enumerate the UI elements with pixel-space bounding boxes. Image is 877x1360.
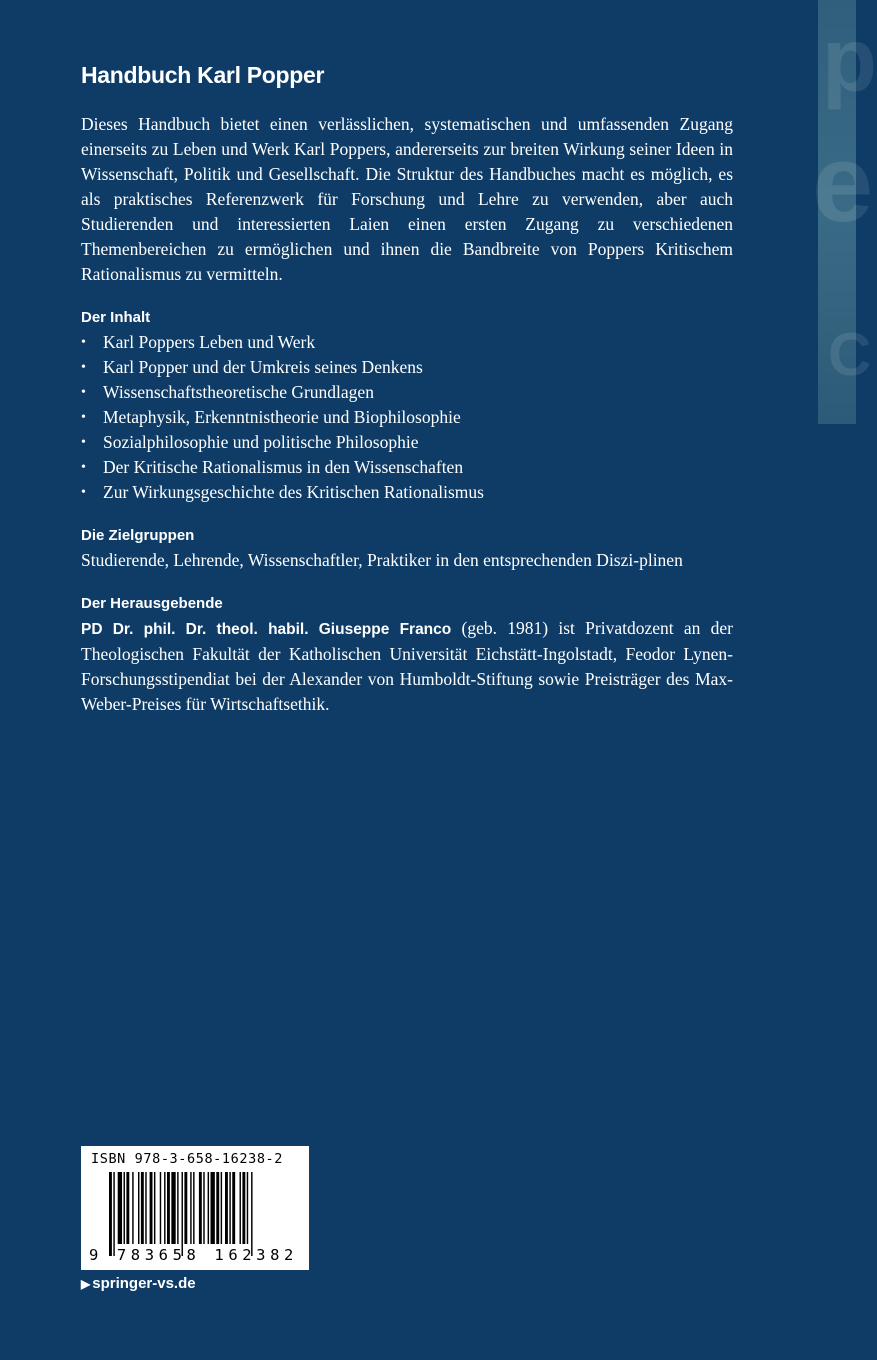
barcode-bar [182,1172,183,1256]
contents-section [81,305,733,505]
audience-text: Studierende, Lehrende, Wissenschaftler, Praktiker in den entsprechenden Diszi-plinen [81,550,683,570]
barcode-bar [221,1172,222,1244]
barcode-bar [232,1172,235,1244]
bullet-icon: • [81,435,86,450]
audience-section [81,523,733,573]
barcode-bar [203,1172,204,1244]
isbn-barcode [81,1146,309,1270]
list-item: • Wissenschaftstheoretische Grundlagen [81,380,733,405]
barcode-bar [160,1172,161,1244]
barcode-bar [113,1172,114,1256]
barcode-bar [247,1172,248,1244]
list-item: • Karl Popper und der Umkreis seines Denkens [81,355,733,380]
audience-heading: Die Zielgruppen [81,527,195,544]
cover-edge-strip: p e C [818,0,856,424]
bullet-icon: • [81,485,86,500]
arrow-right-icon: ▶ [81,1277,91,1291]
barcode-bar [164,1172,165,1244]
bullet-icon: • [81,385,86,400]
bullet-icon: • [81,360,86,375]
list-item: • Der Kritische Rationalismus in den Wissenschaften [81,455,733,480]
barcode-bar [141,1172,144,1244]
barcode-bar [199,1172,202,1244]
contents-list [81,330,733,505]
barcode-bar [251,1172,252,1256]
editor-bio [81,616,733,717]
ean-digits: 9 783658 162382 [89,1246,298,1264]
editor-heading: Der Herausgebende [81,595,223,612]
barcode-bar [177,1172,178,1244]
barcode-bar [138,1172,139,1244]
barcode-bars [109,1172,299,1256]
book-description: Dieses Handbuch bietet einen verlässlichen, systematischen und umfassenden Zugang einerseits zu Leben und Werk Karl Poppers, andererseits zur breiten Wirkung seiner Ideen in Wissenschaft, Politik und Gesellschaft. Die Struktur des Handbuches macht es möglich, es als praktisches Referenzwerk für Forschung und Lehre zu verwenden, aber auch Studierenden und interessierten Laien einen ersten Zugang zu verschiedenen Themenbereichen zu ermöglichen und ihnen die Bandbreite von Poppers Kritischem Rationalismus zu vermitteln. [81,114,733,284]
contents-heading: Der Inhalt [81,309,151,326]
bullet-icon: • [81,410,86,425]
editor-section [81,591,733,717]
barcode-bar [225,1172,228,1244]
list-item: • Zur Wirkungsgeschichte des Kritischen Rationalismus [81,480,733,505]
bullet-icon: • [81,335,86,350]
barcode-bar [132,1172,133,1244]
barcode-bar [184,1172,187,1244]
barcode-bar [190,1172,191,1244]
barcode-bar [240,1172,241,1244]
barcode-bar [216,1172,219,1244]
bullet-icon: • [81,460,86,475]
publisher-website[interactable] [81,1275,196,1292]
list-item: • Metaphysik, Erkenntnistheorie und Biophilosophie [81,405,733,430]
barcode-bar [208,1172,209,1244]
barcode-bar [126,1172,129,1244]
back-cover-text [81,60,733,717]
barcode-bar [193,1172,194,1244]
barcode-bar [124,1172,125,1244]
list-item: • Karl Poppers Leben und Werk [81,330,733,355]
isbn-label: ISBN 978-3-658-16238-2 [91,1151,284,1167]
editor-bio-text: (geb. 1981) ist Privatdozent an der Theologischen Fakultät der Katholischen Universität Eichstätt-Ingolstadt, Feodor Lynen-Forschungsstipendiat bei der Alexander von Humboldt-Stiftung sowie Preisträger des Max-Weber-Preises für Wirtschaftsethik. [81,618,734,714]
barcode-bar [211,1172,215,1244]
barcode-bar [118,1172,122,1244]
book-title: Handbuch Karl Popper [81,62,325,88]
editor-name: PD Dr. phil. Dr. theol. habil. Giuseppe Franco [81,621,452,638]
barcode-bar [150,1172,153,1244]
barcode-bar [171,1172,175,1244]
list-item: • Sozialphilosophie und politische Philosophie [81,430,733,455]
barcode-bar [154,1172,155,1244]
website-label: springer-vs.de [92,1275,196,1292]
barcode-bar [242,1172,245,1244]
barcode-bar [109,1172,112,1256]
barcode-bar [229,1172,230,1244]
barcode-bar [167,1172,170,1244]
barcode-bar [145,1172,146,1244]
